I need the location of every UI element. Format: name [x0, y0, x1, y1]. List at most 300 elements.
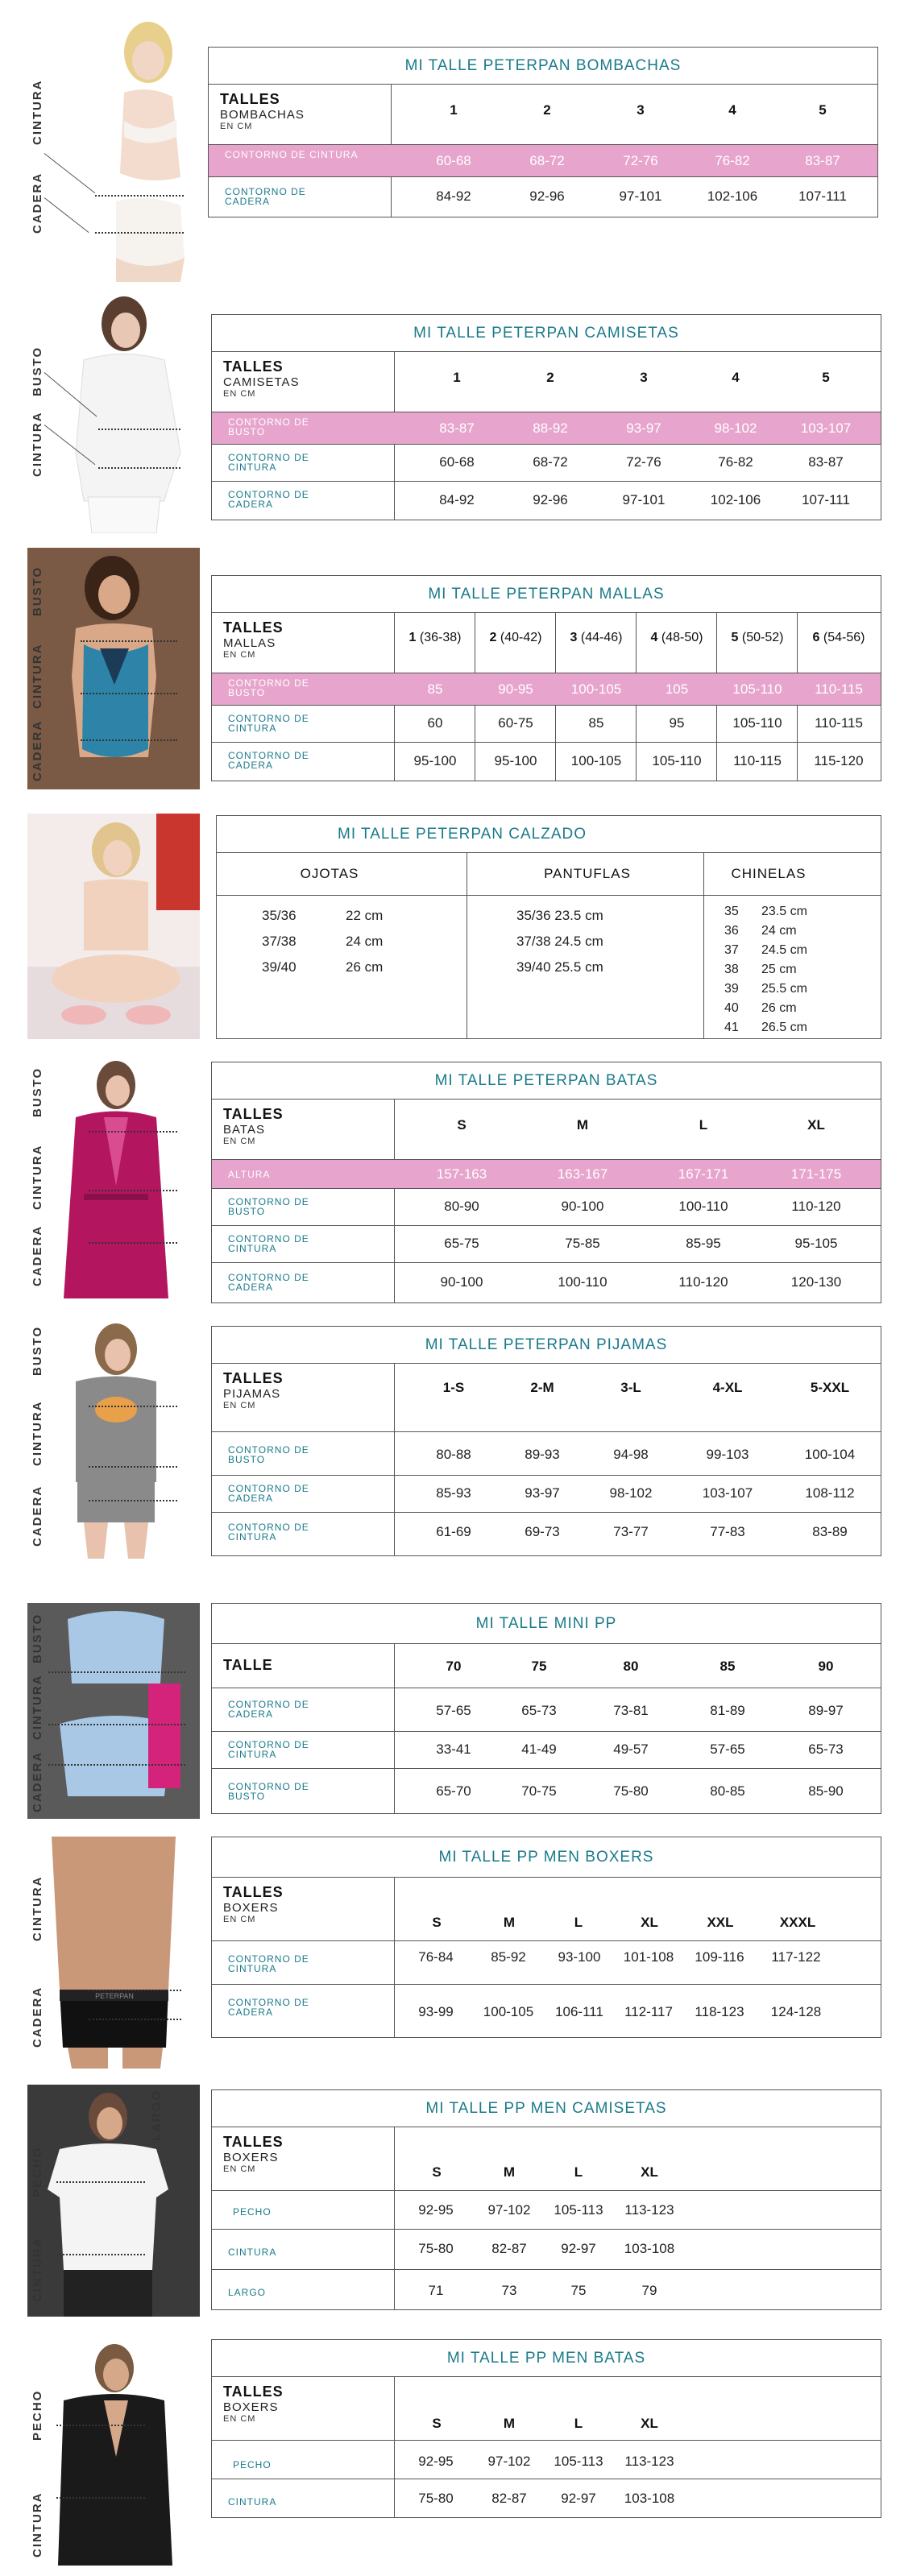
pantuflas-item: 39/40 25.5 cm [516, 959, 603, 975]
header-unit: EN CM [223, 2414, 256, 2424]
row-label: CONTORNO DE CINTURA [228, 1739, 309, 1760]
side-label-cadera: CADERA [31, 1750, 44, 1812]
cell-value: 105-110 [732, 715, 782, 731]
size-header: 2-M [530, 1380, 554, 1395]
size-header: L [699, 1117, 708, 1133]
model-figure-camisetas [27, 292, 200, 533]
table-header-block [223, 1884, 284, 1924]
size-table-calzado [216, 815, 881, 1039]
cell-value: 61-69 [436, 1524, 471, 1539]
header-talles: TALLES [223, 1106, 284, 1122]
model-photo-camisetas [27, 292, 200, 533]
section-men-boxers [0, 1837, 904, 2070]
side-label-busto: BUSTO [31, 346, 44, 396]
section-batas [0, 1057, 904, 1298]
cell-value: 83-87 [808, 454, 844, 470]
size-table-mini [211, 1603, 881, 1814]
size-header: S [432, 2164, 442, 2180]
size-range: (54-56) [823, 631, 865, 644]
size-number: 4 [650, 631, 658, 644]
cell-value: 102-106 [707, 188, 758, 204]
cell-value: 75-80 [613, 1783, 649, 1799]
pantuflas-item: 35/36 23.5 cm [516, 908, 603, 923]
cell-value: 95-100 [413, 753, 457, 768]
header-unit: EN CM [220, 122, 253, 131]
size-table-men-camisetas [211, 2089, 881, 2310]
cell-value: 69-73 [525, 1524, 560, 1539]
cell-value: 97-101 [622, 492, 666, 507]
size-header: XL [807, 1117, 825, 1133]
chinelas-length: 24.5 cm [761, 943, 807, 957]
size-header: 2 [546, 370, 554, 385]
size-header: S [457, 1117, 467, 1133]
table-header-block [220, 91, 305, 131]
table-title: MI TALLE PETERPAN CAMISETAS [212, 315, 881, 352]
cell-value: 90-100 [561, 1199, 604, 1214]
table-row [212, 1475, 881, 1512]
cell-value: 73 [501, 2283, 517, 2298]
header-type: CAMISETAS [223, 375, 300, 389]
size-header: 3 [637, 102, 645, 118]
side-label-busto: BUSTO [31, 1066, 44, 1117]
cell-value: 92-97 [561, 2491, 596, 2506]
table-row [212, 2269, 881, 2309]
header-talles: TALLES [223, 619, 284, 636]
chest-guide-line [56, 2425, 145, 2426]
size-header: XL [641, 2164, 658, 2180]
chinelas-length: 24 cm [761, 924, 797, 938]
table-row [212, 1159, 881, 1188]
table-row [212, 2479, 881, 2517]
size-range: (36-38) [419, 631, 462, 644]
size-header: S [432, 1915, 442, 1930]
size-header: 2 [543, 102, 551, 118]
waist-guide-line [81, 693, 177, 694]
row-label: CONTORNO DE CADERA [228, 1699, 309, 1720]
row-label: CONTORNO DE BUSTO [228, 677, 309, 698]
size-table-bombachas [208, 47, 878, 217]
chest-guide-line [56, 2181, 145, 2183]
cell-value: 110-115 [815, 715, 863, 731]
chinelas-size: 35 [724, 905, 739, 918]
cell-value: 71 [428, 2283, 444, 2298]
cell-value: 105-110 [652, 753, 702, 768]
size-table-batas [211, 1062, 881, 1303]
size-number: 1 [408, 631, 417, 644]
table-header-block [223, 2134, 284, 2174]
cell-value: 95 [669, 715, 685, 731]
table-header-block [223, 358, 300, 399]
cell-value: 95-100 [494, 753, 537, 768]
size-header: 3 [640, 370, 648, 385]
hip-guide-line [89, 1500, 177, 1501]
table-row [212, 2190, 881, 2229]
row-label: CONTORNO DE CINTURA [228, 452, 309, 473]
chinelas-length: 25.5 cm [761, 982, 807, 996]
table-row [209, 176, 877, 217]
table-row [212, 412, 881, 444]
header-type: BOXERS [223, 2400, 279, 2414]
section-mallas [0, 548, 904, 789]
model-figure-bombachas [27, 16, 200, 282]
row-label: CONTORNO DE CINTURA [225, 149, 359, 160]
bust-guide-line [89, 1406, 177, 1407]
waist-guide-line [48, 1724, 185, 1725]
table-row [212, 1262, 881, 1302]
table-header-block [223, 619, 284, 660]
cell-value: 113-123 [624, 2202, 674, 2218]
cell-value: 84-92 [436, 188, 471, 204]
cell-value: 83-87 [805, 153, 840, 168]
table-title: MI TALLE PETERPAN BATAS [212, 1062, 881, 1100]
waist-guide-line [89, 1466, 177, 1468]
chinelas-length: 25 cm [761, 963, 797, 976]
side-label-busto: BUSTO [31, 1325, 44, 1376]
cell-value: 65-73 [808, 1741, 844, 1757]
cell-value: 105 [665, 681, 689, 697]
waist-guide-line [56, 2497, 145, 2499]
table-row [212, 1731, 881, 1768]
header-talles: TALLES [223, 1370, 284, 1386]
row-label: CONTORNO DE BUSTO [228, 1444, 309, 1465]
cell-value: 65-73 [521, 1703, 557, 1718]
header-talles: TALLES [223, 2383, 284, 2400]
size-header: XL [641, 2416, 658, 2431]
row-label: CONTORNO DE CADERA [228, 489, 309, 510]
cell-value: 89-97 [808, 1703, 844, 1718]
header-talles: TALLES [223, 358, 284, 375]
cell-value: 109-116 [695, 1949, 744, 1965]
section-bombachas [0, 16, 904, 282]
cell-value: 80-90 [444, 1199, 479, 1214]
size-table-pijamas [211, 1326, 881, 1556]
cell-value: 124-128 [770, 2004, 822, 2019]
chinelas-length: 23.5 cm [761, 905, 807, 918]
cell-value: 92-95 [418, 2202, 454, 2218]
cell-value: 68-72 [533, 454, 568, 470]
bust-guide-line [89, 1131, 177, 1133]
size-header: 3-L [620, 1380, 641, 1395]
cell-value: 100-110 [678, 1199, 728, 1214]
size-table-men-boxers [211, 1837, 881, 2038]
row-label: CINTURA [228, 2247, 277, 2258]
model-figure-mallas [27, 548, 200, 789]
section-calzado [0, 806, 904, 1039]
size-range: (40-42) [500, 631, 542, 644]
side-label-cintura: CINTURA [31, 1400, 44, 1466]
header-talle: TALLE [223, 1657, 273, 1673]
model-photo-calzado [27, 814, 200, 1039]
cell-value: 85-90 [808, 1783, 844, 1799]
cell-value: 89-93 [525, 1447, 560, 1462]
table-title: MI TALLE PP MEN BATAS [212, 2340, 881, 2377]
table-row [212, 481, 881, 520]
cell-value: 110-120 [678, 1274, 728, 1290]
row-label: LARGO [228, 2287, 267, 2298]
cell-value: 101-108 [623, 1949, 674, 1965]
ojotas-heading: OJOTAS [300, 866, 359, 881]
header-unit: EN CM [223, 389, 256, 399]
size-header: M [503, 1915, 516, 1930]
row-label: CONTORNO DE CADERA [228, 1272, 309, 1293]
table-row [212, 1431, 881, 1475]
cell-value: 118-123 [695, 2004, 744, 2019]
cell-value: 112-117 [624, 2004, 673, 2019]
cell-value: 105-110 [732, 681, 782, 697]
size-header: L [574, 2164, 583, 2180]
row-label: CONTORNO DE CADERA [228, 1997, 309, 2018]
model-photo-mini [27, 1603, 200, 1819]
cell-value: 79 [641, 2283, 657, 2298]
boxer-brand-text: PETERPAN [95, 1992, 134, 2000]
table-row [217, 895, 881, 896]
size-header: 1 [450, 102, 458, 118]
ojotas-length: 24 cm [346, 934, 384, 949]
chinelas-length: 26 cm [761, 1001, 797, 1015]
row-label: CONTORNO DE CADERA [228, 1483, 309, 1504]
side-label-cintura: CINTURA [31, 79, 44, 145]
model-figure-batas [27, 1057, 200, 1298]
row-label: CONTORNO DE BUSTO [228, 416, 309, 437]
cell-value: 93-99 [418, 2004, 454, 2019]
side-label-cadera: CADERA [31, 172, 44, 234]
side-label-pecho: PECHO [31, 2389, 44, 2441]
cell-value: 60-68 [439, 454, 475, 470]
table-title: MI TALLE PETERPAN CALZADO [217, 816, 881, 853]
table-row [212, 1984, 881, 2037]
model-figure-men-boxers [27, 1837, 200, 2069]
table-header-block [223, 1657, 273, 1674]
table-title: MI TALLE MINI PP [212, 1604, 881, 1644]
chinelas-size: 38 [724, 963, 739, 976]
cell-value: 85 [427, 681, 443, 697]
table-title: MI TALLE PP MEN BOXERS [212, 1837, 881, 1878]
section-camisetas [0, 292, 904, 533]
side-label-cintura: CINTURA [31, 411, 44, 477]
header-type: MALLAS [223, 636, 276, 650]
section-pijamas [0, 1321, 904, 1559]
cell-value: 85-93 [436, 1485, 471, 1501]
size-header: 85 [719, 1659, 736, 1674]
cell-value: 72-76 [623, 153, 658, 168]
row-label: CONTORNO DE CADERA [228, 750, 309, 771]
cell-value: 110-120 [791, 1199, 841, 1214]
cell-value: 57-65 [436, 1703, 471, 1718]
table-title: MI TALLE PETERPAN MALLAS [212, 576, 881, 613]
cell-value: 88-92 [533, 420, 568, 436]
size-header: M [503, 2416, 516, 2431]
row-label: CONTORNO DE CINTURA [228, 1233, 309, 1254]
cell-value: 171-175 [790, 1166, 842, 1182]
size-header: S [432, 2416, 442, 2431]
model-photo-bombachas [27, 16, 200, 282]
size-header: 4-XL [712, 1380, 743, 1395]
cell-value: 106-111 [555, 2004, 603, 2019]
cell-value: 85 [588, 715, 604, 731]
size-header: L [574, 1915, 583, 1930]
cell-value: 92-95 [418, 2454, 454, 2469]
ojotas-size: 37/38 [262, 934, 296, 949]
model-photo-men-boxers [27, 1837, 200, 2069]
side-label-cadera: CADERA [31, 1986, 44, 2048]
row-label: CINTURA [228, 2496, 277, 2508]
table-row [212, 1188, 881, 1225]
side-label-largo: LARGO [150, 2089, 164, 2141]
model-figure-men-batas [27, 2336, 200, 2566]
chinelas-size: 36 [724, 924, 739, 938]
cell-value: 84-92 [439, 492, 475, 507]
table-header-block [223, 1106, 284, 1146]
table-row [212, 1688, 881, 1731]
cell-value: 110-115 [733, 753, 782, 768]
size-header [396, 631, 475, 645]
side-label-cintura: CINTURA [31, 2491, 44, 2557]
cell-value: 100-105 [570, 753, 622, 768]
cell-value: 103-107 [702, 1485, 753, 1501]
side-label-cadera: CADERA [31, 1485, 44, 1547]
size-header: 90 [818, 1659, 834, 1674]
table-row [212, 1225, 881, 1262]
cell-value: 60 [427, 715, 443, 731]
side-label-cintura: CINTURA [31, 643, 44, 709]
pantuflas-heading: PANTUFLAS [544, 866, 631, 881]
product-figure-mini [27, 1603, 200, 1819]
table-row [209, 144, 877, 176]
size-header: 5 [822, 370, 830, 385]
size-header: XXXL [779, 1915, 816, 1930]
waist-guide-line [56, 2254, 145, 2255]
row-label: CONTORNO DE CINTURA [228, 1953, 309, 1974]
row-label: CONTORNO DE CADERA [225, 186, 306, 207]
hip-guide-line [95, 232, 184, 234]
cell-value: 76-82 [718, 454, 753, 470]
cell-value: 99-103 [706, 1447, 749, 1462]
row-label: CONTORNO DE CINTURA [228, 713, 309, 734]
ojotas-length: 22 cm [346, 908, 384, 923]
header-unit: EN CM [223, 2164, 256, 2174]
cell-value: 82-87 [491, 2491, 527, 2506]
row-label: PECHO [233, 2206, 272, 2218]
cell-value: 75-80 [418, 2241, 454, 2256]
section-men-camisetas [0, 2085, 904, 2318]
cell-value: 60-75 [498, 715, 533, 731]
cell-value: 81-89 [710, 1703, 745, 1718]
header-talles: TALLES [220, 91, 280, 107]
cell-value: 103-108 [624, 2241, 675, 2256]
cell-value: 115-120 [814, 753, 864, 768]
cell-value: 83-87 [439, 420, 475, 436]
size-number: 2 [489, 631, 497, 644]
cell-value: 113-123 [624, 2454, 674, 2469]
side-label-cadera: CADERA [31, 1224, 44, 1286]
cell-value: 92-96 [529, 188, 565, 204]
model-photo-men-batas [27, 2336, 200, 2566]
cell-value: 65-70 [436, 1783, 471, 1799]
size-header: 5 [819, 102, 827, 118]
cell-value: 103-107 [800, 420, 852, 436]
hip-guide-line [81, 739, 177, 741]
chinelas-length: 26.5 cm [761, 1021, 807, 1034]
size-header: L [574, 2416, 583, 2431]
cell-value: 60-68 [436, 153, 471, 168]
cell-value: 85-92 [491, 1949, 526, 1965]
cell-value: 33-41 [436, 1741, 471, 1757]
table-title: MI TALLE PETERPAN PIJAMAS [212, 1327, 881, 1364]
cell-value: 98-102 [714, 420, 757, 436]
cell-value: 98-102 [609, 1485, 653, 1501]
cell-value: 75 [570, 2283, 587, 2298]
pantuflas-item: 37/38 24.5 cm [516, 934, 603, 949]
cell-value: 80-88 [436, 1447, 471, 1462]
size-table-mallas [211, 575, 881, 781]
model-photo-batas [27, 1057, 200, 1298]
side-label-busto: BUSTO [31, 565, 44, 616]
size-header [718, 631, 797, 645]
model-figure-men-camisetas [27, 2085, 200, 2317]
chinelas-size: 40 [724, 1001, 739, 1015]
size-range: (44-46) [580, 631, 623, 644]
size-header: 1 [453, 370, 461, 385]
row-label: CONTORNO DE BUSTO [228, 1781, 309, 1802]
ojotas-length: 26 cm [346, 959, 384, 975]
model-photo-pijamas [27, 1321, 200, 1559]
cell-value: 76-82 [715, 153, 750, 168]
size-range: (50-52) [741, 631, 784, 644]
cell-value: 57-65 [710, 1741, 745, 1757]
side-label-cintura: CINTURA [31, 1144, 44, 1210]
size-number: 3 [570, 631, 578, 644]
cell-value: 103-108 [624, 2491, 675, 2506]
hip-guide-line [48, 1764, 185, 1766]
size-header: 70 [446, 1659, 462, 1674]
table-header-block [223, 2383, 284, 2424]
cell-value: 157-163 [436, 1166, 487, 1182]
table-row [212, 1768, 881, 1813]
size-range: (48-50) [661, 631, 703, 644]
waist-guide-line [89, 1990, 181, 1991]
row-label: PECHO [233, 2459, 272, 2470]
ojotas-size: 35/36 [262, 908, 296, 923]
table-row [212, 673, 881, 705]
cell-value: 75-85 [565, 1236, 600, 1251]
table-header-block [223, 1370, 284, 1410]
cell-value: 120-130 [790, 1274, 842, 1290]
size-header: 4 [732, 370, 740, 385]
chinelas-size: 41 [724, 1021, 739, 1034]
model-figure-pijamas [27, 1321, 200, 1559]
cell-value: 90-100 [440, 1274, 483, 1290]
cell-value: 95-105 [794, 1236, 838, 1251]
cell-value: 75-80 [418, 2491, 454, 2506]
header-unit: EN CM [223, 1915, 256, 1924]
cell-value: 110-115 [815, 681, 863, 697]
row-label: CONTORNO DE BUSTO [228, 1196, 309, 1217]
cell-value: 80-85 [710, 1783, 745, 1799]
header-unit: EN CM [223, 650, 256, 660]
model-photo-men-camisetas [27, 2085, 200, 2317]
side-label-cintura: CINTURA [31, 1875, 44, 1941]
table-row [212, 1940, 881, 1984]
cell-value: 93-97 [626, 420, 661, 436]
size-number: 5 [731, 631, 739, 644]
chinelas-size: 39 [724, 982, 739, 996]
side-label-pecho: PECHO [31, 2146, 44, 2197]
size-header: 4 [728, 102, 736, 118]
table-row [212, 742, 881, 781]
cell-value: 92-96 [533, 492, 568, 507]
header-unit: EN CM [223, 1401, 256, 1410]
cell-value: 73-81 [613, 1703, 649, 1718]
